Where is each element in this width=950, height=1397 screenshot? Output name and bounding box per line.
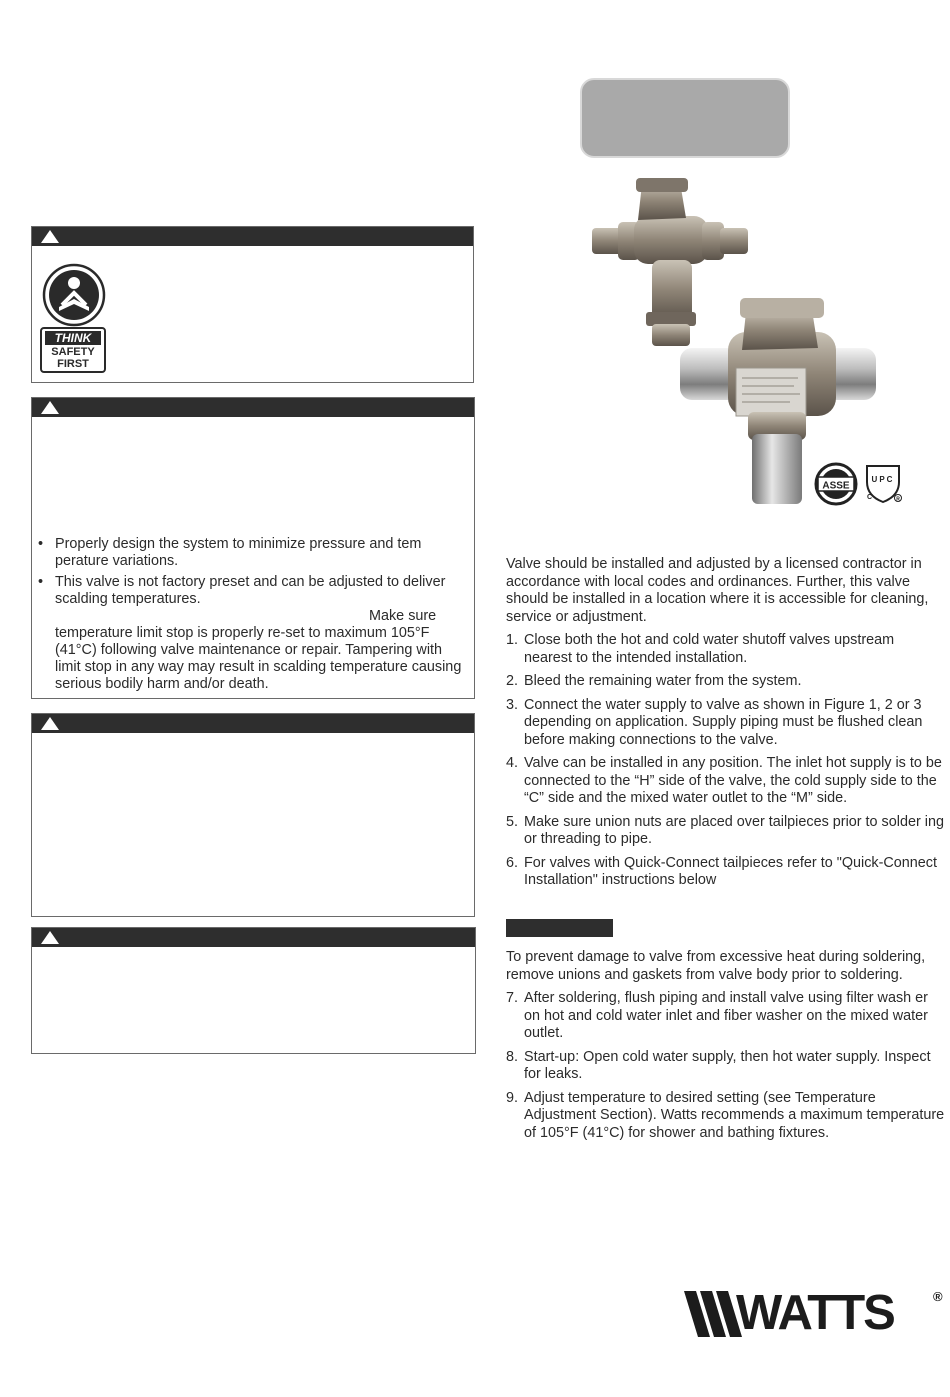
bullet-dot: • <box>38 536 44 552</box>
registered-mark-icon: R <box>896 496 900 503</box>
bullet-item <box>38 536 470 570</box>
watts-logo <box>684 1286 946 1340</box>
upc-certification-icon <box>862 462 904 506</box>
step-text: Connect the water supply to valve as shown in Figure 1, 2 or 3 depending on application. Supply piping must be flushed clean before making connections to the valve. <box>524 696 923 748</box>
step-number: 6. <box>506 854 519 871</box>
make-sure-text: Make sure <box>369 608 437 624</box>
bullet-text: Properly design the system to minimize pressure and tem perature variations. <box>55 536 422 569</box>
limit-stop-text: temperature limit stop is properly re-set to maximum 105°F (41°C) following valve maintenance or repair. Tampering with limit stop in any way may result in scalding temperature causing serious bodily harm and/or death. <box>55 625 462 692</box>
badge-first: FIRST <box>57 358 89 370</box>
step-number: 7. <box>506 990 519 1006</box>
valve-back <box>592 178 748 346</box>
step-item <box>506 855 946 890</box>
step-text: Adjust temperature to desired setting (see Temperature Adjustment Section). Watts recommends a maximum temperature of 105°F (41°C) for shower and bathing fixtures. <box>524 1089 945 1141</box>
step-text: Make sure union nuts are placed over tailpieces prior to solder ing or threading to pipe. <box>524 813 944 847</box>
notice-header-bar <box>506 919 613 937</box>
badge-safety: SAFETY <box>51 346 95 358</box>
warning-box-read-manual <box>31 226 474 383</box>
step-number: 8. <box>506 1048 519 1065</box>
bullet-continuation <box>38 608 470 693</box>
step-item <box>506 755 946 808</box>
warning-triangle-icon <box>40 930 60 945</box>
warning-triangle-icon <box>40 229 60 244</box>
step-number: 3. <box>506 696 519 713</box>
upc-c-label: C <box>867 494 873 501</box>
installation-intro: Valve should be installed and adjusted by a licensed contractor in accordance with local codes and ordinances. Further, this valve should be installed in a location where it is accessible for cleaning, service or adjustment. <box>506 556 929 625</box>
product-label-block <box>580 78 790 158</box>
warning-header-bar <box>32 227 473 246</box>
warning-header-bar <box>32 398 474 417</box>
bullet-item <box>38 574 470 608</box>
warning-box-3 <box>31 713 475 917</box>
step-item <box>506 1049 946 1084</box>
soldering-notice: To prevent damage to valve from excessive heat during soldering, remove unions and gaskets from valve body prior to soldering. <box>506 949 926 983</box>
step-text: Valve can be installed in any position. The inlet hot supply is to be connected to the “H” side of the valve, the cold supply side to the “C” side and the mixed water outlet to the “M” side. <box>524 755 942 806</box>
warning-header-bar <box>32 928 475 947</box>
step-number: 2. <box>506 673 519 689</box>
warning-triangle-icon <box>40 400 60 415</box>
asse-label: ASSE <box>822 480 850 492</box>
bullet-text: This valve is not factory preset and can be adjusted to deliver scalding temperatures. <box>55 574 446 607</box>
scalding-bullets <box>38 536 470 693</box>
asse-certification-icon <box>814 462 858 506</box>
step-item <box>506 990 946 1043</box>
watts-wordmark: WATTS <box>736 1286 894 1340</box>
think-safety-first-badge <box>40 327 106 373</box>
badge-think: THINK <box>45 331 101 345</box>
step-text: Close both the hot and cold water shutoff valves upstream nearest to the intended installation. <box>524 632 895 666</box>
mixing-valve-product-photo <box>580 172 880 510</box>
registered-mark: ® <box>933 1289 943 1304</box>
step-text: After soldering, flush piping and install valve using filter wash er on hot and cold water inlet and fiber washer on the mixed water outlet. <box>524 990 928 1041</box>
warning-triangle-icon <box>40 716 60 731</box>
step-item <box>506 673 946 691</box>
warning-header-bar <box>32 714 474 733</box>
read-manual-icon <box>42 263 106 327</box>
step-number: 5. <box>506 813 519 830</box>
step-number: 1. <box>506 632 519 648</box>
installation-instructions-continued <box>506 949 946 1148</box>
step-text: For valves with Quick-Connect tailpieces refer to "Quick-Connect Installation" instructions below <box>524 854 938 888</box>
step-text: Bleed the remaining water from the system. <box>524 673 802 689</box>
upc-label: UPC <box>871 475 895 484</box>
step-number: 4. <box>506 755 519 771</box>
step-item <box>506 697 946 750</box>
installation-instructions <box>506 556 946 896</box>
step-item <box>506 814 946 849</box>
step-item <box>506 1090 946 1143</box>
warning-box-4 <box>31 927 476 1054</box>
step-number: 9. <box>506 1089 519 1106</box>
bullet-dot: • <box>38 574 44 590</box>
step-item <box>506 632 946 667</box>
step-text: Start-up: Open cold water supply, then hot water supply. Inspect for leaks. <box>524 1048 931 1082</box>
